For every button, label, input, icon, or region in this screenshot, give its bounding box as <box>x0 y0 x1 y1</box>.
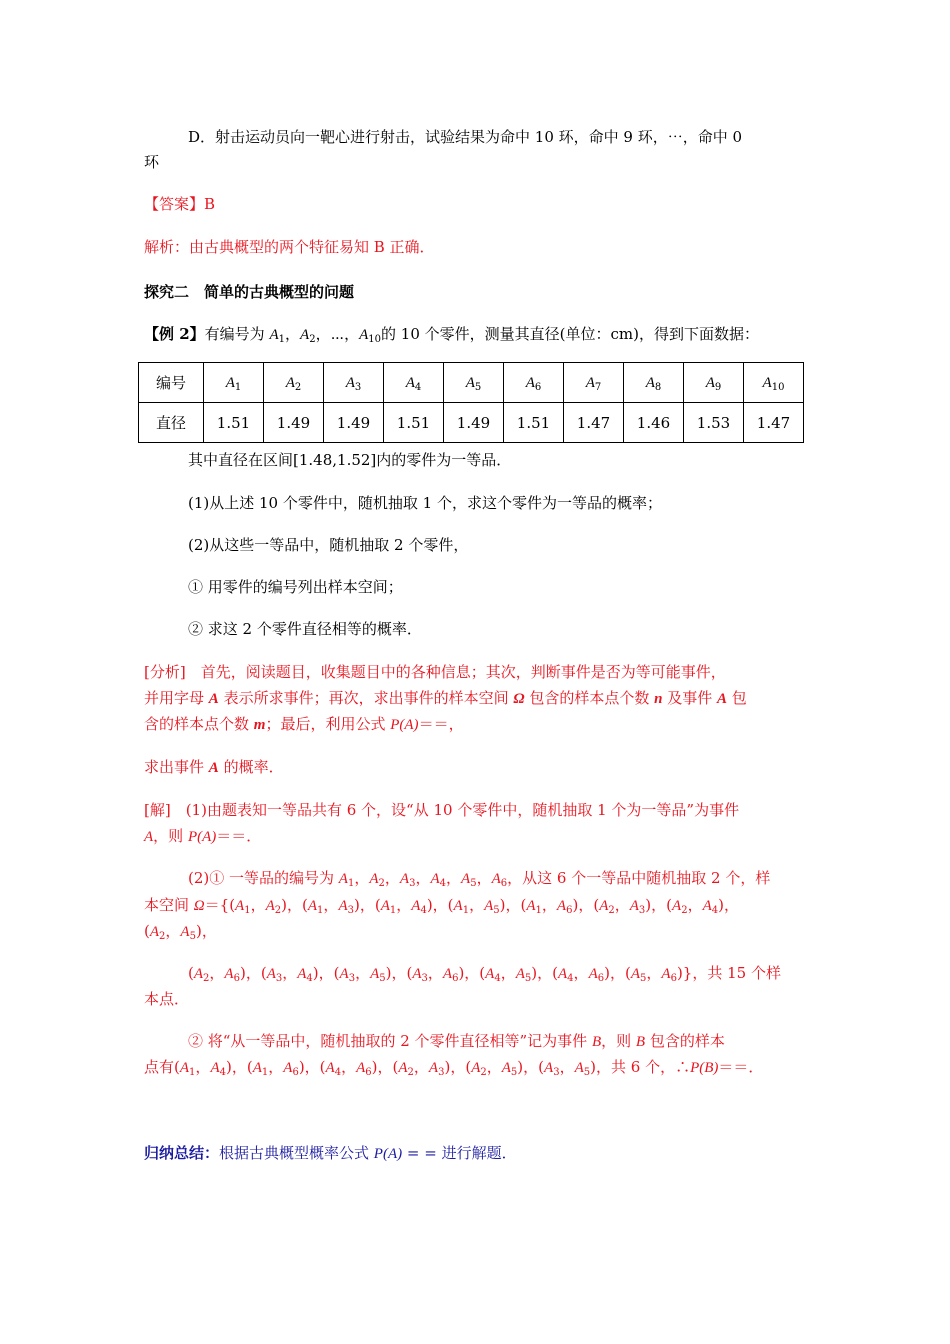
question-2b: ② 求这 2 个零件直径相等的概率． <box>188 620 422 638</box>
section-title: 探究二 简单的古典概型的问题 <box>144 283 355 301</box>
table-header-id: 编号 <box>139 363 204 403</box>
table-cell-value: 1.49 <box>444 403 504 443</box>
table-cell-id: $A_6$ <box>504 363 564 403</box>
table-cell-id: $A_1$ <box>204 363 264 403</box>
solution-line2: A，则 P(A)＝＝． <box>144 827 262 845</box>
table-cell-id: $A_5$ <box>444 363 504 403</box>
solution3-line2: 点有($A_1$，$A_4$)，($A_1$，$A_6$)，($A_4$，$A_6$)，($A_2$，$A_3$)，($A_2$，$A_5$)，($A_3$，$A_5$)，共 6 个，∴P(B)＝＝． <box>144 1058 764 1078</box>
table-cell-id: $A_{10}$ <box>744 363 804 403</box>
example2-label: 【例 2】 <box>144 325 205 343</box>
summary: 归纳总结：根据古典概型概率公式 P(A) = = 进行解题． <box>144 1144 517 1162</box>
table-cell-id: $A_7$ <box>564 363 624 403</box>
solution3-line1: ② 将“从一等品中，随机抽取的 2 个零件直径相等”记为事件 B，则 B 包含的样本 <box>188 1032 725 1050</box>
solution2-line5: 本点． <box>144 990 190 1008</box>
analysis2-line4: 求出事件 A 的概率． <box>144 758 284 776</box>
table-cell-value: 1.51 <box>504 403 564 443</box>
question-2a: ① 用零件的编号列出样本空间； <box>188 578 403 596</box>
table-cell-id: $A_9$ <box>684 363 744 403</box>
analysis2-line2: 并用字母 A 表示所求事件；再次，求出事件的样本空间 Ω 包含的样本点个数 n 及事件 A 包 <box>144 689 747 707</box>
example2-intro: 【例 2】有编号为 $A_1$，$A_2$，⋯，$A_{10}$的 10 个零件，测量其直径(单位：cm)，得到下面数据： <box>144 325 759 345</box>
table-cell-id: $A_4$ <box>384 363 444 403</box>
solution2-line1: (2)① 一等品的编号为 $A_1$，$A_2$，$A_3$，$A_4$，$A_5$，$A_6$，从这 6 个一等品中随机抽取 2 个，样 <box>188 869 771 889</box>
answer <box>144 194 812 214</box>
solution2-line4: ($A_2$，$A_6$)，($A_3$，$A_4$)，($A_3$，$A_5$)，($A_3$，$A_6$)，($A_4$，$A_5$)，($A_4$，$A_6$)，($A_5$，$A_6$)}，共 15 个样 <box>188 964 781 984</box>
table-row-diameters <box>139 403 804 443</box>
answer-value: B <box>204 195 216 213</box>
table-cell-value: 1.53 <box>684 403 744 443</box>
table-cell-value: 1.47 <box>744 403 804 443</box>
question-1: (1)从上述 10 个零件中，随机抽取 1 个，求这个零件为一等品的概率； <box>188 494 662 512</box>
table-cell-value: 1.47 <box>564 403 624 443</box>
answer-label: 【答案】 <box>144 195 205 213</box>
analysis2-line1: [分析] 首先，阅读题目，收集题目中的各种信息；其次，判断事件是否为等可能事件， <box>144 663 726 681</box>
table-header-diameter: 直径 <box>139 403 204 443</box>
table-cell-value: 1.49 <box>264 403 324 443</box>
table-cell-id: $A_8$ <box>624 363 684 403</box>
solution2-line3: ($A_2$，$A_5$)， <box>144 922 217 942</box>
table-cell-value: 1.51 <box>384 403 444 443</box>
option-d-line2: 环 <box>144 153 160 171</box>
analysis2-line3: 含的样本点个数 m；最后，利用公式 P(A)＝＝， <box>144 715 464 733</box>
summary-label: 归纳总结： <box>144 1144 220 1162</box>
diameter-table <box>138 362 804 443</box>
option-d-line1: D．射击运动员向一靶心进行射击，试验结果为命中 10 环，命中 9 环，⋯，命中 0 <box>188 128 743 146</box>
table-cell-value: 1.46 <box>624 403 684 443</box>
solution-line1: [解] (1)由题表知一等品共有 6 个，设“从 10 个零件中，随机抽取 1 个为一等品”为事件 <box>144 801 740 819</box>
table-cell-id: $A_3$ <box>324 363 384 403</box>
table-cell-value: 1.51 <box>204 403 264 443</box>
table-cell-value: 1.49 <box>324 403 384 443</box>
table-cell-id: $A_2$ <box>264 363 324 403</box>
solution2-line2: 本空间 $\Omega=\{(A_1$，$A_2$)，($A_1$，$A_3$)，($A_1$，$A_4$)，($A_1$，$A_5$)，($A_1$，$A_6$)，($A_2$，$A_3$)，($A_2$，$A_4$)， <box>144 896 739 916</box>
question-2: (2)从这些一等品中，随机抽取 2 个零件， <box>188 536 469 554</box>
problem-note: 其中直径在区间[1.48,1.52]内的零件为一等品． <box>188 451 512 469</box>
analysis: 解析：由古典概型的两个特征易知 B 正确． <box>144 238 435 256</box>
table-row-ids <box>139 363 804 403</box>
